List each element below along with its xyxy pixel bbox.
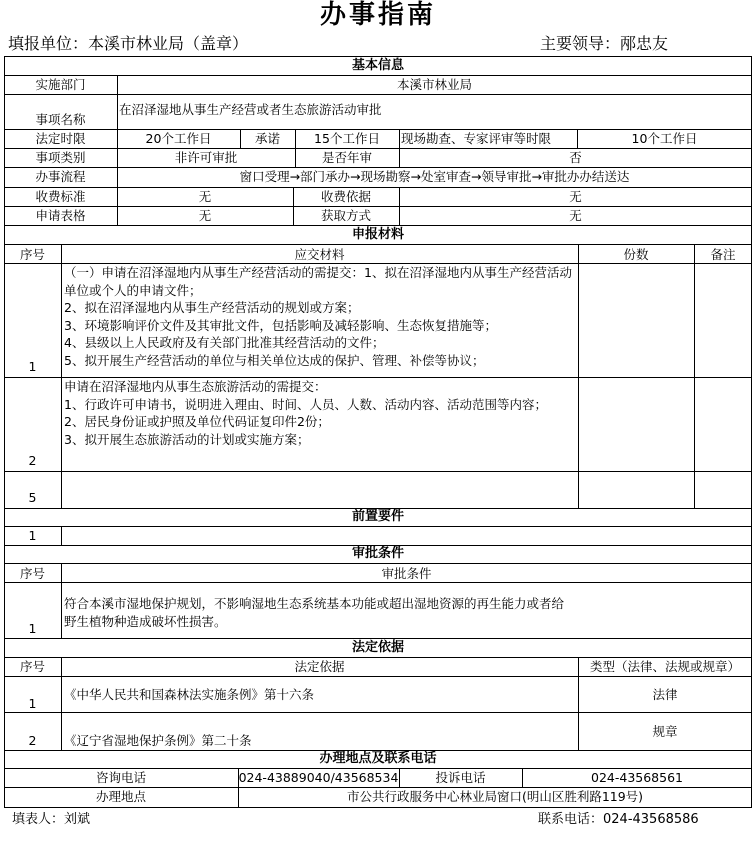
site-survey-value: 10个工作日	[631, 131, 698, 146]
legal-col-basis: 法定依据	[294, 659, 345, 674]
dept-label: 实施部门	[35, 77, 86, 92]
form-value: 无	[198, 208, 212, 223]
legal-row-basis: 《辽宁省湿地保护条例》第二十条	[64, 733, 252, 748]
section-legal-basis: 法定依据	[351, 640, 404, 655]
section-preconditions: 前置要件	[351, 509, 404, 524]
legal-row-type: 规章	[652, 724, 678, 739]
item-type-label: 事项类别	[35, 150, 86, 165]
material-row-1-content: （一）申请在沼泽湿地内从事生产经营活动的需提交：1、拟在沼泽湿地内从事生产经营活动单位或个人的申请文件； 2、拟在沼泽湿地内从事生产经营活动的规划或方案； 3、环境影响评价文件及其审批文件，包括影响及减轻影响、生态恢复措施等； 4、县级以上人民政府及有关部门批准其经营活动的文件； 5、拟开展生产经营活动的单位与相关单位达成的保护、管理、补偿等协议；	[64, 265, 572, 368]
annual-review-label: 是否年审	[321, 150, 372, 165]
item-name-value: 在沼泽湿地从事生产经营或者生态旅游活动审批	[119, 102, 382, 117]
legal-row-basis: 《中华人民共和国森林法实施条例》第十六条	[64, 687, 315, 702]
material-row-no: 5	[28, 490, 37, 505]
dept-value: 本溪市林业局	[396, 77, 472, 92]
filler-name: 填表人：刘斌	[12, 812, 91, 827]
fee-standard-value: 无	[198, 189, 212, 204]
site-survey-label: 现场勘查、专家评审等时限	[401, 131, 552, 146]
item-name-label: 事项名称	[35, 112, 86, 127]
page-title: 办事指南	[319, 0, 436, 30]
item-type-value: 非许可审批	[174, 150, 238, 165]
materials-col-note: 备注	[710, 247, 736, 262]
complaint-phone-value: 024-43568561	[591, 770, 683, 785]
annual-review-value: 否	[569, 150, 582, 165]
time-limit-value: 20个工作日	[145, 131, 212, 146]
filling-unit: 填报单位：本溪市林业局（盖章）	[8, 34, 249, 53]
process-label: 办事流程	[35, 169, 86, 184]
legal-col-no: 序号	[19, 659, 45, 674]
legal-row-type: 法律	[652, 687, 678, 702]
materials-col-no: 序号	[19, 247, 45, 262]
form-label: 申请表格	[35, 208, 86, 223]
process-value: 窗口受理→部门承办→现场勘察→处室审查→领导审批→审批办办结送达	[239, 169, 630, 184]
section-materials: 申报材料	[351, 227, 404, 242]
condition-text: 符合本溪市湿地保护规划，不影响湿地生态系统基本功能或超出湿地资源的再生能力或者给野生植物种造成破坏性损害。	[64, 596, 565, 629]
main-leader: 主要领导：邴忠友	[540, 34, 669, 53]
fee-standard-label: 收费标准	[35, 189, 86, 204]
promise-label: 承诺	[254, 131, 280, 146]
obtain-value: 无	[569, 208, 582, 223]
precondition-row-no: 1	[28, 528, 37, 543]
materials-col-material: 应交材料	[294, 247, 345, 262]
section-basic-info: 基本信息	[351, 58, 404, 73]
section-contact: 办理地点及联系电话	[319, 751, 437, 766]
fee-basis-value: 无	[569, 189, 582, 204]
obtain-label: 获取方式	[320, 208, 371, 223]
legal-row-no: 1	[28, 696, 37, 711]
conditions-col-cond: 审批条件	[381, 566, 432, 581]
legal-col-type: 类型（法律、法规或规章）	[589, 659, 740, 674]
condition-row-no: 1	[28, 621, 37, 636]
materials-col-count: 份数	[623, 247, 649, 262]
promise-value: 15个工作日	[314, 131, 380, 146]
fee-basis-label: 收费依据	[320, 189, 371, 204]
material-row-2-content: 申请在沼泽湿地内从事生态旅游活动的需提交： 1、行政许可申请书，说明进入理由、时间、人员、人数、活动内容、活动范围等内容； 2、居民身份证或护照及单位代码证复印件2份； 3、拟开展生态旅游活动的计划或实施方案；	[64, 379, 547, 447]
material-row-no: 2	[28, 453, 37, 468]
legal-row-no: 2	[28, 733, 37, 748]
consult-phone-label: 咨询电话	[95, 770, 146, 785]
address-label: 办理地点	[95, 789, 146, 804]
conditions-col-no: 序号	[19, 566, 45, 581]
section-conditions: 审批条件	[351, 546, 404, 561]
consult-phone-value: 024-43889040/43568534	[238, 770, 399, 785]
contact-phone: 联系电话：024-43568586	[538, 812, 699, 827]
time-limit-label: 法定时限	[35, 131, 86, 146]
complaint-phone-label: 投诉电话	[435, 770, 486, 785]
address-value: 市公共行政服务中心林业局窗口(明山区胜利路119号)	[346, 789, 644, 804]
material-row-no: 1	[28, 359, 37, 374]
